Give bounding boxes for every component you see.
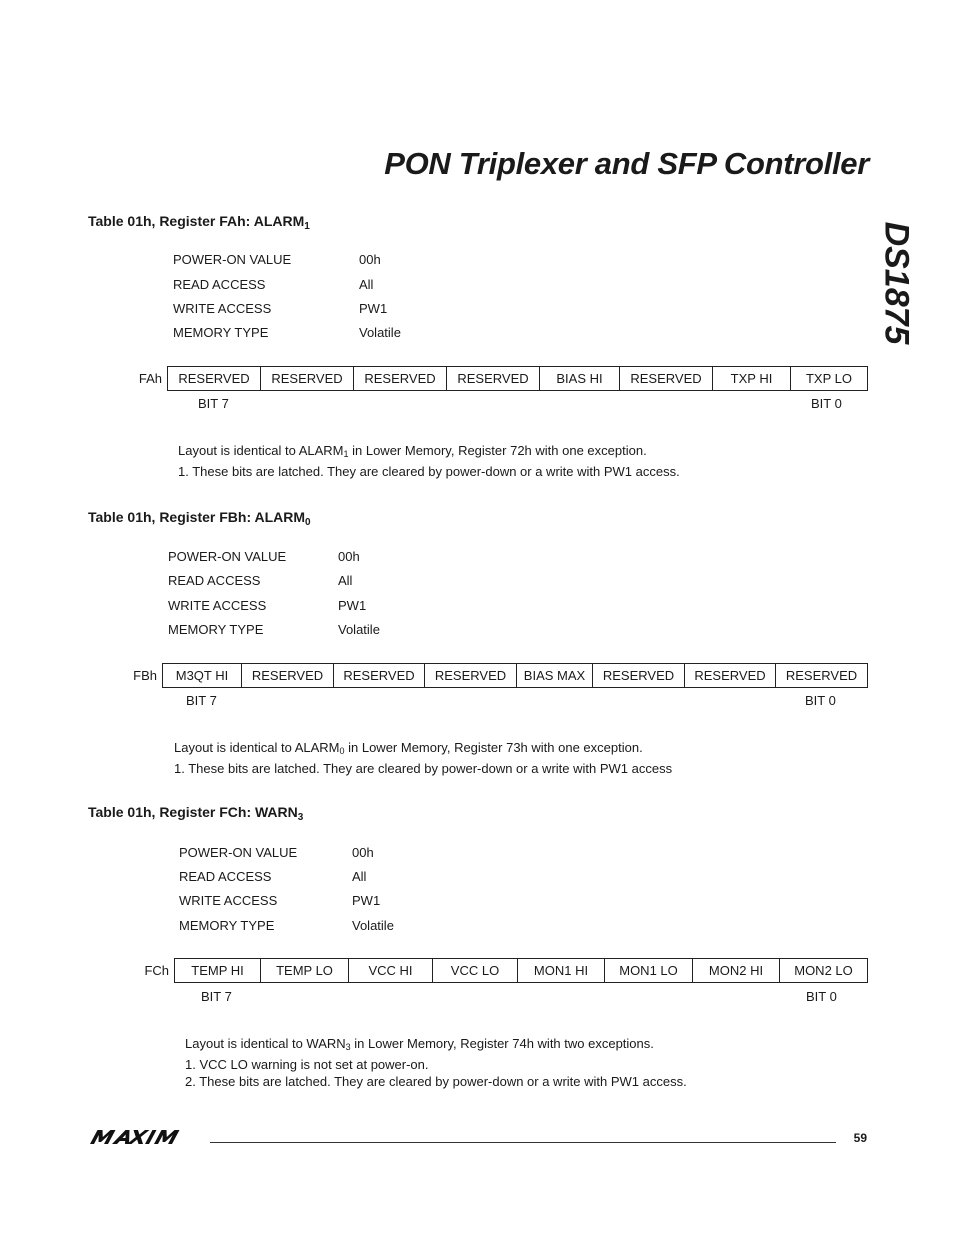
property-value: Volatile — [338, 622, 380, 637]
bit-cell: RESERVED — [354, 367, 447, 391]
bit-low-label: BIT 0 — [811, 396, 842, 411]
bit-cell: BIAS MAX — [517, 664, 593, 688]
property-label: POWER-ON VALUE — [179, 845, 298, 860]
property-label: MEMORY TYPE — [173, 325, 269, 340]
property-value: Volatile — [359, 325, 401, 340]
note-text: in Lower Memory, Register 74h with two exceptions. — [350, 1036, 654, 1051]
bit-high-label: BIT 7 — [198, 396, 229, 411]
property-label: MEMORY TYPE — [168, 622, 264, 637]
property-value: PW1 — [338, 598, 367, 613]
bit-low-label: BIT 0 — [805, 693, 836, 708]
bit-cell: TEMP HI — [175, 959, 261, 983]
property-label: POWER-ON VALUE — [168, 549, 287, 564]
property-label: WRITE ACCESS — [168, 598, 267, 613]
bit-cell: VCC HI — [349, 959, 433, 983]
property-value: All — [338, 573, 353, 588]
bit-cell: TEMP LO — [261, 959, 349, 983]
note-intro — [185, 1035, 687, 1056]
bit-cell: RESERVED — [685, 664, 776, 688]
bit-cell: MON2 LO — [780, 959, 868, 983]
bit-high-label: BIT 7 — [201, 989, 232, 1004]
section-note — [185, 1035, 687, 1090]
note-subscript: 3 — [345, 1042, 351, 1052]
bit-cell: TXP LO — [791, 367, 868, 391]
section-heading-fbh — [88, 509, 311, 528]
bit-high-label: BIT 7 — [186, 693, 217, 708]
section-note — [178, 442, 680, 480]
bit-cell: MON1 HI — [518, 959, 605, 983]
page-title: PON Triplexer and SFP Controller — [384, 146, 869, 181]
property-value: 00h — [352, 845, 374, 860]
note-intro — [174, 739, 672, 760]
section-heading-fch — [88, 804, 303, 823]
maxim-logo — [88, 1128, 200, 1151]
property-value: Volatile — [352, 918, 394, 933]
property-label: READ ACCESS — [168, 573, 261, 588]
section-note — [174, 739, 672, 777]
logo-text — [200, 1128, 201, 1129]
section-heading-text: Table 01h, Register FAh: ALARM — [88, 213, 305, 229]
table-row — [163, 664, 868, 688]
bit-cell: RESERVED — [242, 664, 334, 688]
bit-cell: RESERVED — [425, 664, 517, 688]
property-label: READ ACCESS — [179, 869, 272, 884]
property-label: POWER-ON VALUE — [173, 252, 292, 267]
section-heading-subscript: 3 — [297, 812, 304, 823]
property-label: MEMORY TYPE — [179, 918, 275, 933]
note-intro — [178, 442, 680, 463]
register-bit-table-fch — [174, 958, 868, 983]
side-title — [872, 218, 920, 348]
maxim-logo-mark — [88, 1128, 200, 1146]
note-text: in Lower Memory, Register 72h with one exception. — [348, 443, 647, 458]
bit-cell: M3QT HI — [163, 664, 242, 688]
section-heading-subscript: 0 — [305, 517, 311, 528]
bit-cell: RESERVED — [447, 367, 540, 391]
property-value: 00h — [338, 549, 360, 564]
register-bit-table-fah — [167, 366, 868, 391]
bit-cell: RESERVED — [334, 664, 425, 688]
property-label: READ ACCESS — [173, 277, 266, 292]
register-name: FBh — [133, 668, 157, 683]
table-row — [175, 959, 868, 983]
property-label: WRITE ACCESS — [179, 893, 278, 908]
table-row — [168, 367, 868, 391]
bit-cell: MON1 LO — [605, 959, 693, 983]
bit-cell: RESERVED — [776, 664, 868, 688]
bit-cell: RESERVED — [168, 367, 261, 391]
property-value: All — [359, 277, 374, 292]
bit-cell: VCC LO — [433, 959, 518, 983]
section-heading-subscript: 1 — [304, 221, 310, 232]
section-heading-text: Table 01h, Register FCh: WARN — [88, 804, 298, 820]
note-text: Layout is identical to ALARM — [178, 443, 344, 458]
note-text: Layout is identical to ALARM — [174, 740, 340, 755]
property-value: 00h — [359, 252, 381, 267]
bit-low-label: BIT 0 — [806, 989, 837, 1004]
property-label: WRITE ACCESS — [173, 301, 272, 316]
section-heading-text: Table 01h, Register FBh: ALARM — [88, 509, 306, 525]
footer-rule — [210, 1142, 836, 1143]
bit-cell: RESERVED — [593, 664, 685, 688]
register-name: FAh — [138, 371, 162, 386]
section-heading-fah — [88, 213, 310, 232]
property-value: PW1 — [352, 893, 381, 908]
bit-cell: BIAS HI — [540, 367, 620, 391]
note-subscript: 1 — [343, 449, 349, 459]
note-text: in Lower Memory, Register 73h with one exception. — [344, 740, 643, 755]
note-subscript: 0 — [339, 746, 345, 756]
property-value: All — [352, 869, 367, 884]
note-line: 1. VCC LO warning is not set at power-on. — [185, 1057, 429, 1072]
note-line: 1. These bits are latched. They are cleared by power-down or a write with PW1 access. — [178, 464, 680, 479]
bit-cell: RESERVED — [261, 367, 354, 391]
bit-cell: TXP HI — [713, 367, 791, 391]
note-text: Layout is identical to WARN — [185, 1036, 346, 1051]
register-name: FCh — [144, 963, 169, 978]
note-line: 2. These bits are latched. They are cleared by power-down or a write with PW1 access. — [185, 1074, 687, 1089]
property-value: PW1 — [359, 301, 388, 316]
bit-cell: MON2 HI — [693, 959, 780, 983]
side-title-text: DS1875 — [877, 221, 916, 345]
page-number: 59 — [853, 1131, 867, 1145]
bit-cell: RESERVED — [620, 367, 713, 391]
register-bit-table-fbh — [162, 663, 868, 688]
note-line: 1. These bits are latched. They are cleared by power-down or a write with PW1 access — [174, 761, 673, 776]
